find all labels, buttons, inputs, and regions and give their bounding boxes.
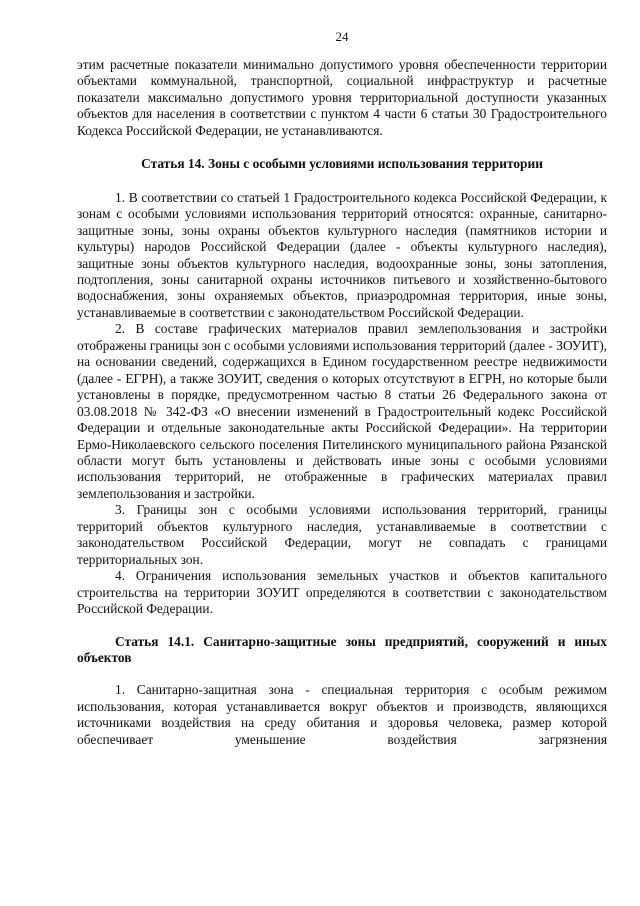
article-14-1-heading: Статья 14.1. Санитарно-защитные зоны предприятий, сооружений и иных объектов — [77, 633, 607, 665]
spacer — [77, 139, 607, 156]
intro-paragraph: этим расчетные показатели минимально допустимого уровня обеспеченности территории объектами коммунальной, транспортной, социальной инфраструктур и расчетные показатели максимально допустимого уровня территориальной доступности указанных объектов для населения в соответствии с пунктом 4 части 6 статьи 30 Градостроительного Кодекса Российской Федерации, не устанавливаются. — [77, 57, 607, 138]
spacer — [77, 173, 607, 190]
spacer — [77, 618, 607, 634]
article-14-heading: Статья 14. Зоны с особыми условиями использования территории — [141, 156, 543, 172]
article-14-1-paragraph-1: 1. Санитарно-защитная зона - специальная территория с особым режимом использования, которая устанавливается вокруг объектов и производств, являющихся источниками воздействия на среду обитания и здоровья человека, размер которой обеспечивает уменьшение воздействия загрязнения — [77, 682, 607, 747]
page-number: 24 — [335, 29, 349, 44]
article-14-paragraph-3: 3. Границы зон с особыми условиями использования территорий, границы территорий объектов культурного наследия, устанавливаемые в соответствии с законодательством Российской Федерации, могут не совпадать с границами территориальных зон. — [77, 502, 607, 567]
spacer — [77, 666, 607, 682]
article-14-paragraph-1: 1. В соответствии со статьей 1 Градостроительного кодекса Российской Федерации, к зонам с особыми условиями использования территорий относятся: охранные, санитарно-защитные зоны, зоны охраны объектов культурного наследия (памятников истории и культуры) народов Российской Федерации (далее - объекты культурного наследия), защитные зоны объектов культурного наследия, водоохранные зоны, зоны затопления, подтопления, зоны санитарной охраны источников питьевого и хозяйственно-бытового водоснабжения, зоны охраняемых объектов, приаэродромная территория, иные зоны, устанавливаемые в соответствии с законодательством Российской Федерации. — [77, 189, 607, 320]
article-14-paragraph-2: 2. В составе графических материалов правил землепользования и застройки отображены границы зон с особыми условиями использования территорий (далее - ЗОУИТ), на основании сведений, содержащихся в Едином государственном реестре недвижимости (далее - ЕГРН), а также ЗОУИТ, сведения о которых отсутствуют в ЕГРН, но которые были установлены в порядке, предусмотренном частью 8 статьи 26 Федерального закона от 03.08.2018 № 342-ФЗ «О внесении изменений в Градостроительный кодекс Российской Федерации и отдельные законодательные акты Российской Федерации». На территории Ермо-Николаевского сельского поселения Пителинского муниципального района Рязанской области могут быть установлены и действовать иные зоны с особыми условиями использования территорий, не отображенные в графических материалах правил землепользования и застройки. — [77, 321, 608, 501]
article-14-paragraph-4: 4. Ограничения использования земельных участков и объектов капитального строительства на территории ЗОУИТ определяются в соответствии с законодательством Российской Федерации. — [77, 568, 607, 617]
